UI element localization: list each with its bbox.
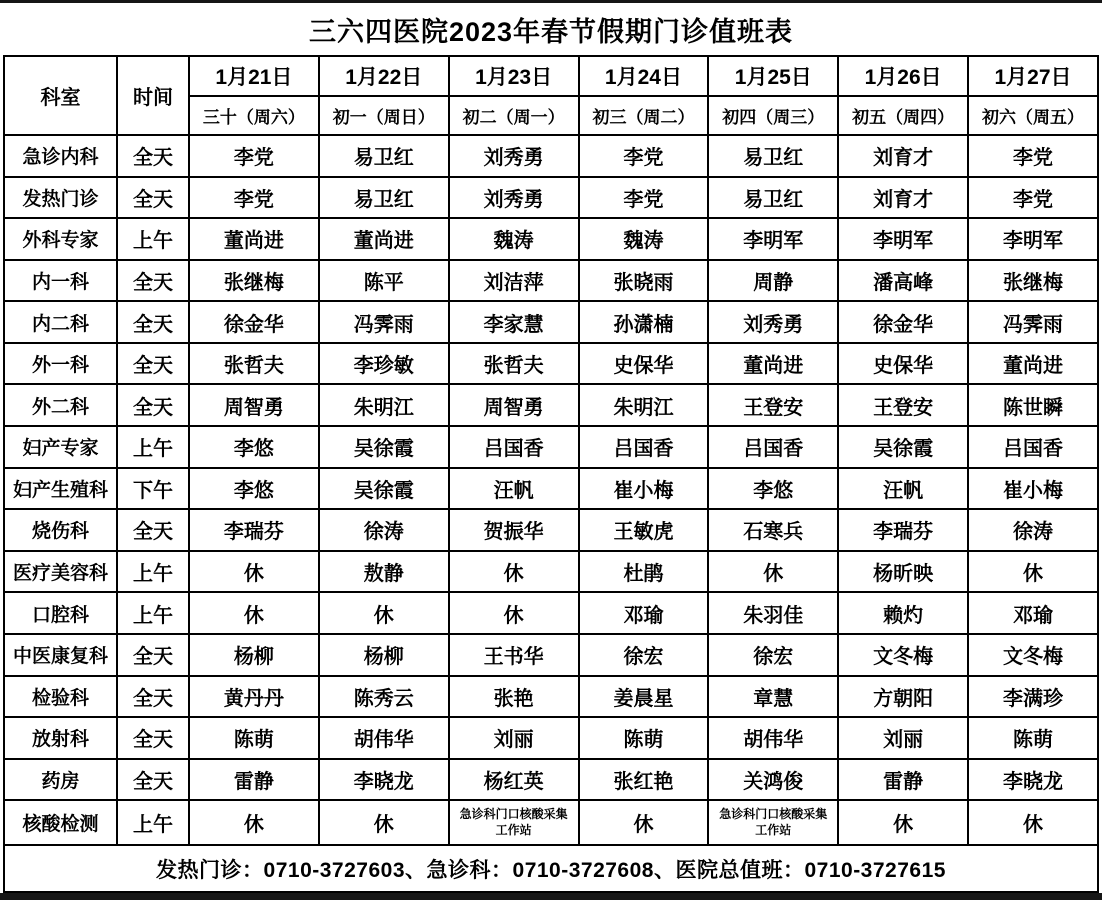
dept-cell: 外科专家: [4, 218, 117, 260]
duty-cell: 张艳: [449, 676, 579, 718]
duty-cell: 休: [708, 551, 838, 593]
duty-cell: 孙潇楠: [579, 301, 709, 343]
time-cell: 全天: [117, 260, 189, 302]
duty-cell: 易卫红: [708, 135, 838, 177]
date-header: 1月21日: [189, 56, 319, 96]
duty-cell: 姜晨星: [579, 676, 709, 718]
duty-cell: 文冬梅: [968, 634, 1098, 676]
time-cell: 上午: [117, 551, 189, 593]
table-row: [4, 800, 1098, 845]
duty-cell: 李晓龙: [319, 759, 449, 801]
duty-cell: 张继梅: [189, 260, 319, 302]
table-row: [4, 177, 1098, 219]
duty-cell: 李瑞芬: [838, 509, 968, 551]
duty-cell: 贺振华: [449, 509, 579, 551]
duty-cell: 杜鹃: [579, 551, 709, 593]
duty-cell: 文冬梅: [838, 634, 968, 676]
time-cell: 全天: [117, 759, 189, 801]
table-footer: [4, 845, 1098, 892]
duty-cell: 崔小梅: [579, 468, 709, 510]
duty-cell: 周静: [708, 260, 838, 302]
duty-cell: 冯霁雨: [968, 301, 1098, 343]
duty-cell: 休: [319, 800, 449, 845]
time-cell: 全天: [117, 634, 189, 676]
dept-cell: 妇产专家: [4, 426, 117, 468]
duty-cell: 董尚进: [968, 343, 1098, 385]
duty-cell: 李悠: [708, 468, 838, 510]
duty-cell: 雷静: [189, 759, 319, 801]
duty-cell: 徐金华: [838, 301, 968, 343]
duty-cell: 刘丽: [449, 717, 579, 759]
duty-cell: 陈秀云: [319, 676, 449, 718]
table-row: [4, 384, 1098, 426]
table-row: [4, 218, 1098, 260]
duty-cell: 李家慧: [449, 301, 579, 343]
duty-cell: 李明军: [968, 218, 1098, 260]
time-cell: 全天: [117, 717, 189, 759]
duty-cell: 李党: [189, 177, 319, 219]
duty-cell: 周智勇: [449, 384, 579, 426]
duty-cell: 董尚进: [319, 218, 449, 260]
duty-cell: 刘育才: [838, 177, 968, 219]
duty-cell: 徐宏: [579, 634, 709, 676]
duty-cell: 李满珍: [968, 676, 1098, 718]
duty-cell: 赖灼: [838, 592, 968, 634]
schedule-sheet: [0, 3, 1102, 893]
lunar-header: 初一（周日）: [319, 96, 449, 135]
duty-cell: 胡伟华: [319, 717, 449, 759]
duty-cell: 陈世瞬: [968, 384, 1098, 426]
duty-cell: 张哲夫: [189, 343, 319, 385]
date-header: 1月25日: [708, 56, 838, 96]
duty-cell: 休: [319, 592, 449, 634]
duty-cell: 邓瑜: [579, 592, 709, 634]
duty-cell: 刘秀勇: [708, 301, 838, 343]
dept-cell: 药房: [4, 759, 117, 801]
date-header: 1月23日: [449, 56, 579, 96]
lunar-header: 初四（周三）: [708, 96, 838, 135]
col-header-time: 时间: [117, 56, 189, 135]
duty-cell: 吴徐霞: [319, 468, 449, 510]
duty-cell: 休: [838, 800, 968, 845]
duty-cell: 急诊科门口核酸采集工作站: [708, 800, 838, 845]
duty-cell: 魏涛: [579, 218, 709, 260]
duty-cell: 潘高峰: [838, 260, 968, 302]
duty-cell: 李瑞芬: [189, 509, 319, 551]
duty-cell: 张继梅: [968, 260, 1098, 302]
duty-cell: 徐涛: [968, 509, 1098, 551]
duty-cell: 张晓雨: [579, 260, 709, 302]
dept-cell: 检验科: [4, 676, 117, 718]
table-row: [4, 676, 1098, 718]
duty-cell: 休: [579, 800, 709, 845]
duty-cell: 陈萌: [579, 717, 709, 759]
time-cell: 全天: [117, 676, 189, 718]
duty-cell: 徐金华: [189, 301, 319, 343]
duty-cell: 李党: [189, 135, 319, 177]
duty-cell: 雷静: [838, 759, 968, 801]
duty-cell: 朱明江: [579, 384, 709, 426]
duty-cell: 李悠: [189, 468, 319, 510]
duty-cell: 王敏虎: [579, 509, 709, 551]
table-row: [4, 717, 1098, 759]
table-row: [4, 509, 1098, 551]
table-row: [4, 260, 1098, 302]
table-row: [4, 301, 1098, 343]
duty-cell: 休: [449, 592, 579, 634]
duty-cell: 休: [189, 551, 319, 593]
date-header: 1月27日: [968, 56, 1098, 96]
duty-cell: 史保华: [579, 343, 709, 385]
duty-cell: 徐宏: [708, 634, 838, 676]
lunar-header: 三十（周六）: [189, 96, 319, 135]
time-cell: 全天: [117, 384, 189, 426]
duty-cell: 李明军: [708, 218, 838, 260]
duty-cell: 杨红英: [449, 759, 579, 801]
time-cell: 上午: [117, 592, 189, 634]
duty-cell: 陈平: [319, 260, 449, 302]
duty-cell: 吕国香: [579, 426, 709, 468]
duty-cell: 胡伟华: [708, 717, 838, 759]
dept-cell: 发热门诊: [4, 177, 117, 219]
time-cell: 下午: [117, 468, 189, 510]
duty-cell: 董尚进: [708, 343, 838, 385]
duty-cell: 吴徐霞: [319, 426, 449, 468]
duty-cell: 吕国香: [708, 426, 838, 468]
dept-cell: 内二科: [4, 301, 117, 343]
duty-cell: 邓瑜: [968, 592, 1098, 634]
time-cell: 全天: [117, 301, 189, 343]
schedule-body: [4, 135, 1098, 845]
duty-cell: 吕国香: [968, 426, 1098, 468]
duty-cell: 朱羽佳: [708, 592, 838, 634]
time-cell: 上午: [117, 800, 189, 845]
table-row: [4, 426, 1098, 468]
duty-cell: 杨昕映: [838, 551, 968, 593]
duty-cell: 陈萌: [189, 717, 319, 759]
time-cell: 全天: [117, 177, 189, 219]
date-header: 1月26日: [838, 56, 968, 96]
col-header-dept: 科室: [4, 56, 117, 135]
page-title: 三六四医院2023年春节假期门诊值班表: [308, 16, 794, 47]
dept-cell: 烧伤科: [4, 509, 117, 551]
duty-cell: 崔小梅: [968, 468, 1098, 510]
duty-cell: 李晓龙: [968, 759, 1098, 801]
dept-cell: 急诊内科: [4, 135, 117, 177]
duty-cell: 黄丹丹: [189, 676, 319, 718]
footer-contacts: 发热门诊：0710-3727603、急诊科：0710-3727608、医院总值班：0710-3727615: [4, 845, 1098, 892]
dept-cell: 外一科: [4, 343, 117, 385]
footer-row: [4, 845, 1098, 892]
duty-cell: 刘秀勇: [449, 177, 579, 219]
dept-cell: 外二科: [4, 384, 117, 426]
table-row: [4, 343, 1098, 385]
duty-cell: 易卫红: [319, 177, 449, 219]
duty-cell: 易卫红: [708, 177, 838, 219]
dept-cell: 中医康复科: [4, 634, 117, 676]
duty-cell: 张红艳: [579, 759, 709, 801]
table-row: [4, 551, 1098, 593]
time-cell: 上午: [117, 426, 189, 468]
duty-cell: 吕国香: [449, 426, 579, 468]
duty-cell: 方朝阳: [838, 676, 968, 718]
duty-cell: 周智勇: [189, 384, 319, 426]
lunar-header: 初二（周一）: [449, 96, 579, 135]
duty-cell: 杨柳: [319, 634, 449, 676]
table-row: [4, 135, 1098, 177]
duty-cell: 刘秀勇: [449, 135, 579, 177]
duty-cell: 石寒兵: [708, 509, 838, 551]
header-row-dates: [4, 56, 1098, 96]
duty-cell: 李党: [579, 135, 709, 177]
lunar-header: 初三（周二）: [579, 96, 709, 135]
duty-cell: 李悠: [189, 426, 319, 468]
duty-cell: 急诊科门口核酸采集工作站: [449, 800, 579, 845]
duty-cell: 王登安: [838, 384, 968, 426]
duty-cell: 刘丽: [838, 717, 968, 759]
duty-cell: 休: [968, 551, 1098, 593]
dept-cell: 医疗美容科: [4, 551, 117, 593]
dept-cell: 内一科: [4, 260, 117, 302]
table-row: [4, 592, 1098, 634]
date-header: 1月22日: [319, 56, 449, 96]
duty-cell: 休: [449, 551, 579, 593]
duty-cell: 徐涛: [319, 509, 449, 551]
duty-cell: 易卫红: [319, 135, 449, 177]
duty-cell: 汪帆: [449, 468, 579, 510]
time-cell: 上午: [117, 218, 189, 260]
duty-cell: 董尚进: [189, 218, 319, 260]
duty-cell: 吴徐霞: [838, 426, 968, 468]
table-row: [4, 634, 1098, 676]
duty-cell: 杨柳: [189, 634, 319, 676]
duty-cell: 王书华: [449, 634, 579, 676]
duty-cell: 王登安: [708, 384, 838, 426]
time-cell: 全天: [117, 509, 189, 551]
duty-cell: 冯霁雨: [319, 301, 449, 343]
duty-cell: 朱明江: [319, 384, 449, 426]
duty-cell: 李明军: [838, 218, 968, 260]
table-row: [4, 468, 1098, 510]
duty-cell: 休: [189, 800, 319, 845]
table-row: [4, 759, 1098, 801]
duty-cell: 李党: [579, 177, 709, 219]
dept-cell: 口腔科: [4, 592, 117, 634]
dept-cell: 妇产生殖科: [4, 468, 117, 510]
duty-cell: 张哲夫: [449, 343, 579, 385]
duty-cell: 李珍敏: [319, 343, 449, 385]
duty-cell: 史保华: [838, 343, 968, 385]
duty-cell: 关鸿俊: [708, 759, 838, 801]
duty-cell: 汪帆: [838, 468, 968, 510]
duty-table: [3, 55, 1099, 893]
duty-cell: 李党: [968, 177, 1098, 219]
table-header: [4, 56, 1098, 135]
duty-cell: 刘育才: [838, 135, 968, 177]
date-header: 1月24日: [579, 56, 709, 96]
duty-cell: 刘洁萍: [449, 260, 579, 302]
duty-cell: 李党: [968, 135, 1098, 177]
duty-cell: 章慧: [708, 676, 838, 718]
lunar-header: 初六（周五）: [968, 96, 1098, 135]
time-cell: 全天: [117, 135, 189, 177]
duty-cell: 敖静: [319, 551, 449, 593]
dept-cell: 核酸检测: [4, 800, 117, 845]
duty-cell: 陈萌: [968, 717, 1098, 759]
duty-cell: 休: [968, 800, 1098, 845]
duty-cell: 休: [189, 592, 319, 634]
lunar-header: 初五（周四）: [838, 96, 968, 135]
duty-cell: 魏涛: [449, 218, 579, 260]
dept-cell: 放射科: [4, 717, 117, 759]
time-cell: 全天: [117, 343, 189, 385]
